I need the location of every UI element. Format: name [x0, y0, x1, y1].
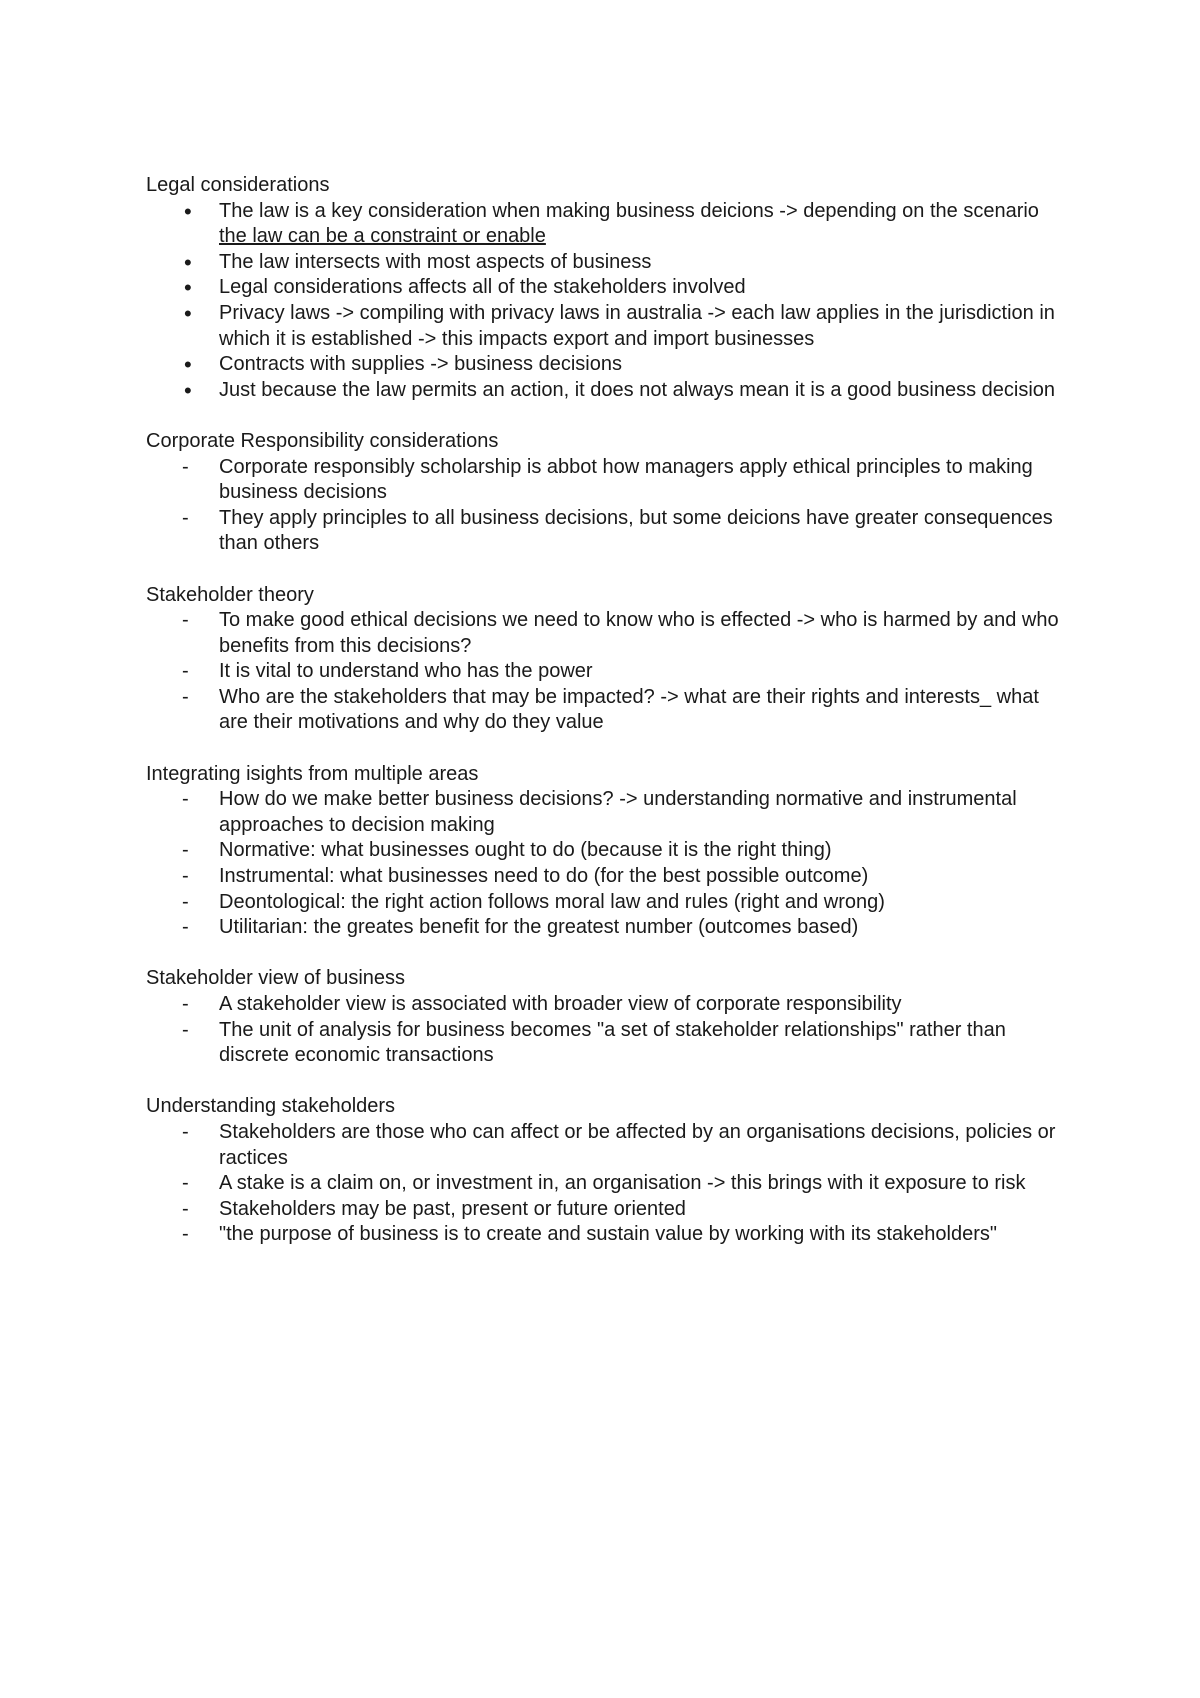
list-item	[146, 250, 1059, 276]
list-item-text: Stakeholders may be past, present or future oriented	[219, 1197, 686, 1220]
item-list	[146, 787, 1080, 941]
item-list	[146, 992, 1080, 1069]
bullet-marker: •	[184, 352, 192, 378]
list-item	[146, 838, 1059, 864]
bullet-marker: •	[184, 300, 192, 326]
list-item	[146, 199, 1059, 250]
bullet-marker: •	[184, 377, 192, 403]
list-item-text: "the purpose of business is to create and sustain value by working with its stakeholders"	[219, 1223, 997, 1246]
dash-marker: -	[182, 890, 189, 913]
list-item-text: A stake is a claim on, or investment in, an organisation -> this brings with it exposure to risk	[219, 1172, 1026, 1195]
item-list	[146, 199, 1080, 404]
list-item	[146, 275, 1059, 301]
list-item	[146, 1018, 1059, 1069]
dash-marker: -	[182, 609, 189, 632]
list-item	[146, 915, 1059, 941]
bullet-marker: •	[184, 275, 192, 301]
list-item-text: The law intersects with most aspects of business	[219, 250, 652, 273]
list-item-text: Normative: what businesses ought to do (because it is the right thing)	[219, 839, 832, 862]
list-item	[146, 1171, 1059, 1197]
list-item-text: The unit of analysis for business becomes "a set of stakeholder relationships" rather than discrete economic transactions	[219, 1018, 1006, 1067]
list-item-text: Instrumental: what businesses need to do (for the best possible outcome)	[219, 865, 869, 888]
dash-marker: -	[182, 916, 189, 939]
list-item	[146, 1222, 1059, 1248]
section	[146, 173, 1080, 403]
dash-marker: -	[182, 1172, 189, 1195]
item-list	[146, 1120, 1080, 1248]
list-item	[146, 787, 1059, 838]
bullet-marker: •	[184, 198, 192, 224]
section-heading: Stakeholder view of business	[146, 967, 406, 990]
list-item	[146, 992, 1059, 1018]
item-list	[146, 455, 1080, 557]
underlined-text: the law can be a constraint or enable	[219, 225, 546, 248]
list-item-text: A stakeholder view is associated with broader view of corporate responsibility	[219, 993, 902, 1015]
list-item-text: Deontological: the right action follows moral law and rules (right and wrong)	[219, 890, 885, 913]
dash-marker: -	[182, 455, 189, 478]
list-item	[146, 378, 1059, 404]
dash-marker: -	[182, 993, 189, 1015]
section-heading: Stakeholder theory	[146, 583, 314, 606]
bullet-marker: •	[184, 249, 192, 275]
list-item-text: Utilitarian: the greates benefit for the greatest number (outcomes based)	[219, 916, 859, 939]
dash-marker: -	[182, 685, 189, 708]
list-item-text: Just because the law permits an action, it does not always mean it is a good business decision	[219, 378, 1056, 401]
list-item-text: The law is a key consideration when making business deicions -> depending on the scenario	[219, 199, 1039, 222]
dash-marker: -	[182, 506, 189, 529]
section-heading: Corporate Responsibility considerations	[146, 429, 499, 452]
list-item	[146, 608, 1059, 659]
dash-marker: -	[182, 1197, 189, 1220]
list-item	[146, 685, 1059, 736]
list-item-text: Contracts with supplies -> business decisions	[219, 353, 622, 376]
list-item-text: Legal considerations affects all of the stakeholders involved	[219, 276, 746, 299]
dash-marker: -	[182, 839, 189, 862]
list-item-text: Who are the stakeholders that may be impacted? -> what are their rights and interests_ what are their motivations and why do they value	[219, 685, 1039, 734]
section	[146, 1094, 1080, 1248]
section	[146, 429, 1080, 557]
section-heading: Integrating isights from multiple areas	[146, 762, 479, 785]
dash-marker: -	[182, 865, 189, 888]
list-item	[146, 864, 1059, 890]
list-item-text: To make good ethical decisions we need to know who is effected -> who is harmed by and who benefits from this decisions?	[219, 609, 1059, 657]
list-item-text: Privacy laws -> compiling with privacy laws in australia -> each law applies in the jurisdiction in which it is established -> this impacts export and import businesses	[219, 301, 1055, 350]
section-heading: Legal considerations	[146, 174, 330, 196]
list-item-text: They apply principles to all business decisions, but some deicions have greater consequences than others	[219, 506, 1053, 555]
section-heading: Understanding stakeholders	[146, 1095, 396, 1118]
dash-marker: -	[182, 660, 189, 683]
dash-marker: -	[182, 788, 189, 811]
list-item	[146, 301, 1059, 352]
list-item-text: How do we make better business decisions? -> understanding normative and instrumental approaches to decision making	[219, 788, 1017, 836]
list-item-text: It is vital to understand who has the power	[219, 660, 593, 683]
list-item	[146, 506, 1059, 557]
section	[146, 966, 1080, 1068]
section	[146, 583, 1080, 737]
section	[146, 762, 1080, 941]
list-item	[146, 1197, 1059, 1223]
list-item	[146, 659, 1059, 685]
item-list	[146, 608, 1080, 736]
dash-marker: -	[182, 1223, 189, 1246]
list-item-text: Corporate responsibly scholarship is abbot how managers apply ethical principles to making business decisions	[219, 455, 1033, 504]
list-item-text: Stakeholders are those who can affect or be affected by an organisations decisions, policies or ractices	[219, 1120, 1056, 1169]
list-item	[146, 890, 1059, 916]
dash-marker: -	[182, 1120, 189, 1143]
dash-marker: -	[182, 1018, 189, 1041]
list-item	[146, 1120, 1059, 1171]
list-item	[146, 455, 1059, 506]
list-item	[146, 352, 1059, 378]
